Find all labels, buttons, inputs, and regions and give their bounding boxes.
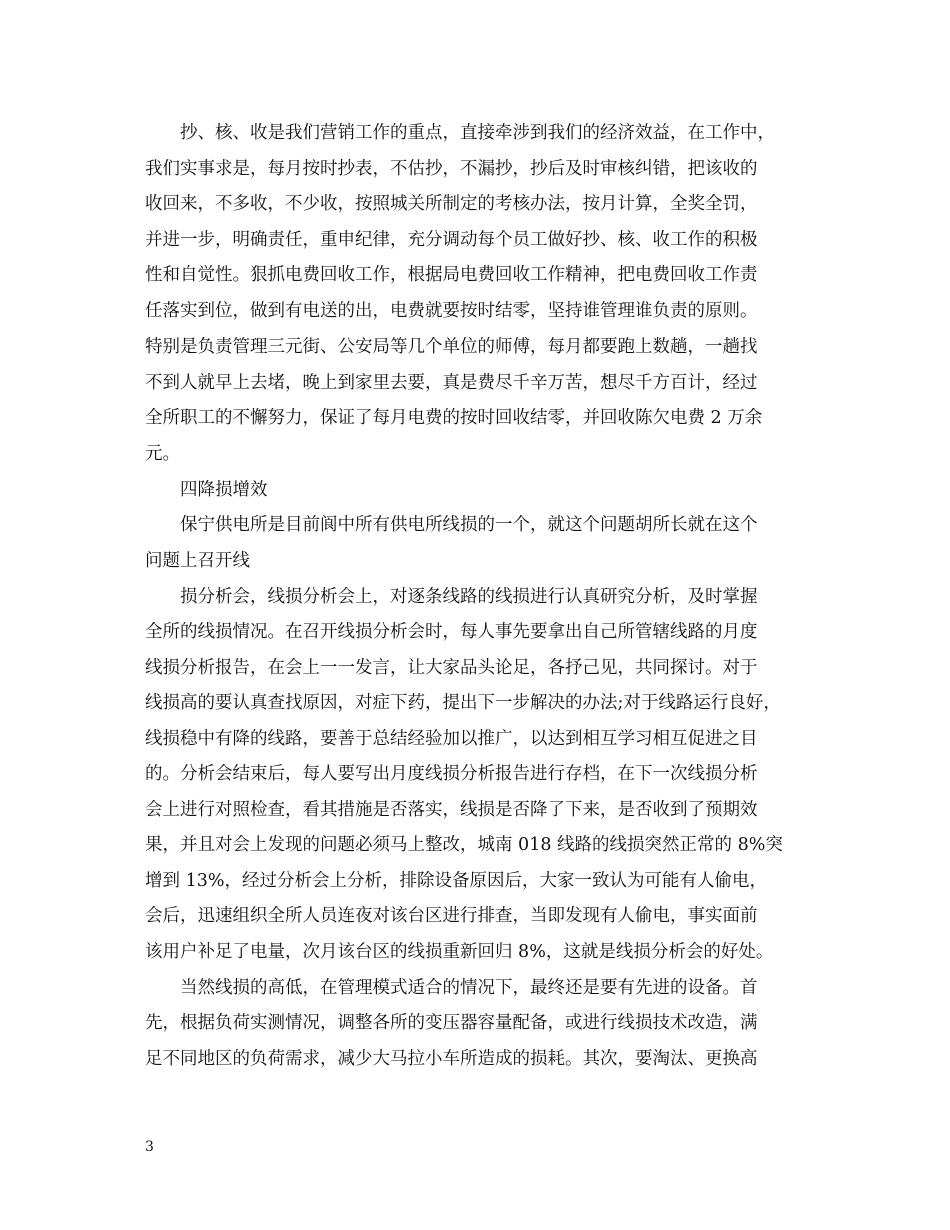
text-line: 线损高的要认真查找原因，对症下药，提出下一步解决的办法;对于线路运行良好， [145, 693, 781, 713]
text-line: 先，根据负荷实测情况，调整各所的变压器容量配备，或进行线损技术改造，满 [145, 1013, 758, 1033]
text-line: 的。分析会结束后，每人要写出月度线损分析报告进行存档，在下一次线损分析 [145, 764, 758, 784]
text-line: 会后，迅速组织全所人员连夜对该台区进行排查，当即发现有人偷电，事实面前 [145, 906, 758, 926]
text-line: 特别是负责管理三元街、公安局等几个单位的师傅，每月都要跑上数趟，一趟找 [145, 337, 758, 357]
text-line: 增到 13%，经过分析会上分析，排除设备原因后，大家一致认为可能有人偷电， [145, 871, 767, 891]
text-line: 损分析会，线损分析会上，对逐条线路的线损进行认真研究分析，及时掌握 [180, 587, 758, 607]
text-line: 会上进行对照检查，看其措施是否落实，线损是否降了下来，是否收到了预期效 [145, 800, 758, 820]
text-line: 线损稳中有降的线路，要善于总结经验加以推广，以达到相互学习相互促进之目 [145, 729, 758, 749]
text-line: 元。 [145, 444, 180, 464]
text-line: 四降损增效 [180, 480, 268, 500]
text-line: 任落实到位，做到有电送的出，电费就要按时结零，坚持谁管理谁负责的原则。 [145, 301, 758, 321]
text-line: 当然线损的高低，在管理模式适合的情况下，最终还是要有先进的设备。首 [180, 978, 758, 998]
text-line: 抄、核、收是我们营销工作的重点，直接牵涉到我们的经济效益，在工作中， [180, 123, 775, 143]
text-line: 全所的线损情况。在召开线损分析会时，每人事先要拿出自己所管辖线路的月度 [145, 622, 758, 642]
page-number: 3 [145, 1139, 154, 1155]
text-line: 问题上召开线 [145, 551, 250, 571]
text-line: 并进一步，明确责任，重申纪律，充分调动每个员工做好抄、核、收工作的积极 [145, 230, 758, 250]
text-line: 果，并且对会上发现的问题必须马上整改，城南 018 线路的线损突然正常的 8%突 [145, 835, 783, 855]
text-line: 该用户补足了电量，次月该台区的线损重新回归 8%，这就是线损分析会的好处。 [145, 942, 774, 962]
text-line: 不到人就早上去堵，晚上到家里去要，真是费尽千辛万苦，想尽千方百计，经过 [145, 373, 758, 393]
text-line: 性和自觉性。狠抓电费回收工作，根据局电费回收工作精神，把电费回收工作责 [145, 265, 758, 285]
text-line: 我们实事求是，每月按时抄表，不估抄，不漏抄，抄后及时审核纠错，把该收的 [145, 159, 758, 179]
text-line: 收回来，不多收，不少收，按照城关所制定的考核办法，按月计算，全奖全罚， [145, 194, 758, 214]
text-line: 足不同地区的负荷需求，减少大马拉小车所造成的损耗。其次，要淘汰、更换高 [145, 1049, 758, 1069]
text-line: 线损分析报告，在会上一一发言，让大家品头论足，各抒己见，共同探讨。对于 [145, 658, 758, 678]
text-line: 保宁供电所是目前阆中所有供电所线损的一个，就这个问题胡所长就在这个 [180, 515, 758, 535]
text-line: 全所职工的不懈努力，保证了每月电费的按时回收结零，并回收陈欠电费 2 万余 [145, 408, 763, 428]
